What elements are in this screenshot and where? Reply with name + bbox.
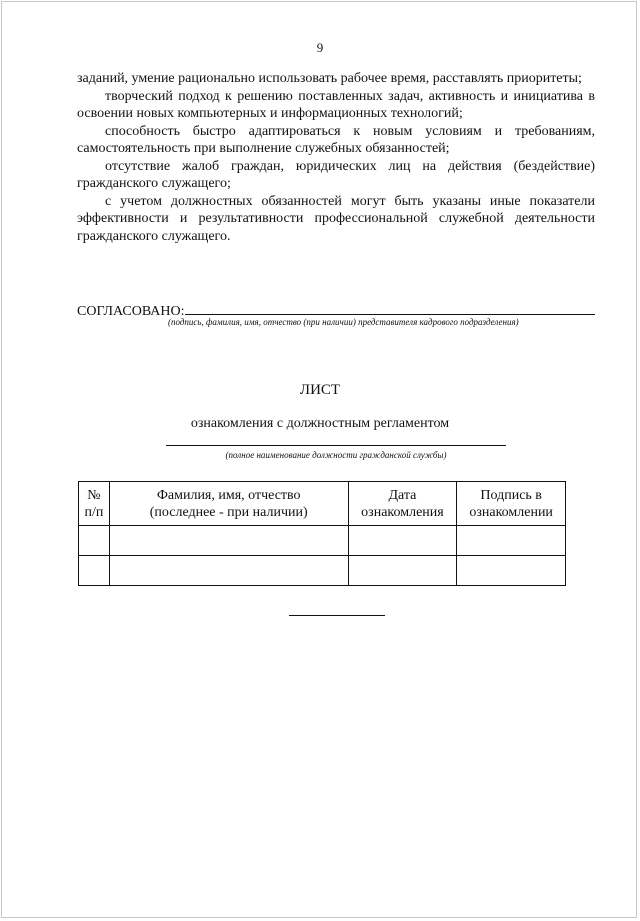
table-row	[79, 556, 566, 586]
header-number	[79, 482, 110, 526]
table-cell[interactable]	[457, 526, 566, 556]
approval-signature-line	[185, 302, 595, 315]
table-header-row	[79, 482, 566, 526]
header-number-line1: №	[87, 487, 101, 503]
table-row	[79, 526, 566, 556]
header-full-name-line1: Фамилия, имя, отчество	[156, 487, 301, 503]
position-line	[166, 445, 506, 446]
paragraph-complaints: отсутствие жалоб граждан, юридических лиц на действия (бездействие) гражданского служащего;	[77, 158, 595, 191]
table-cell[interactable]	[348, 556, 457, 586]
table-cell[interactable]	[348, 526, 457, 556]
sheet-title: ЛИСТ	[299, 382, 341, 398]
table-cell[interactable]	[109, 556, 348, 586]
position-caption: (полное наименование должности гражданской службы)	[225, 450, 447, 460]
header-signature	[457, 482, 566, 526]
paragraph-adaptability: способность быстро адаптироваться к новым условиям и требованиям, самостоятельность при выполнение служебных обязанностей;	[77, 123, 595, 156]
approval-caption: (подпись, фамилия, имя, отчество (при наличии) представителя кадрового подразделения)	[168, 317, 519, 327]
table-cell[interactable]	[79, 526, 110, 556]
header-full-name	[109, 482, 348, 526]
acknowledgement-table	[78, 481, 566, 586]
table-cell[interactable]	[457, 556, 566, 586]
header-date-line1: Дата	[388, 487, 417, 503]
header-date	[348, 482, 457, 526]
table-cell[interactable]	[79, 556, 110, 586]
header-date-line2: ознакомления	[361, 504, 444, 520]
paragraph-creativity: творческий подход к решению поставленных задач, активность и инициатива в освоении новых компьютерных и информационных технологий;	[77, 88, 595, 121]
paragraph-other-indicators: с учетом должностных обязанностей могут быть указаны иные показатели эффективности и результативности профессиональной служебной деятельности гражданского служащего.	[77, 193, 595, 244]
header-number-line2: п/п	[84, 504, 104, 520]
end-separator-line	[289, 615, 385, 616]
header-signature-line2: ознакомлении	[469, 504, 553, 520]
body-text	[77, 70, 595, 245]
header-full-name-line2: (последнее - при наличии)	[149, 504, 308, 520]
page-number: 9	[316, 40, 324, 55]
table-cell[interactable]	[109, 526, 348, 556]
approval-label: СОГЛАСОВАНО:	[77, 304, 185, 319]
paragraph-priorities: заданий, умение рационально использовать рабочее время, расставлять приоритеты;	[77, 71, 582, 86]
header-signature-line1: Подпись в	[480, 487, 542, 503]
sheet-subtitle: ознакомления с должностным регламентом	[190, 416, 450, 431]
